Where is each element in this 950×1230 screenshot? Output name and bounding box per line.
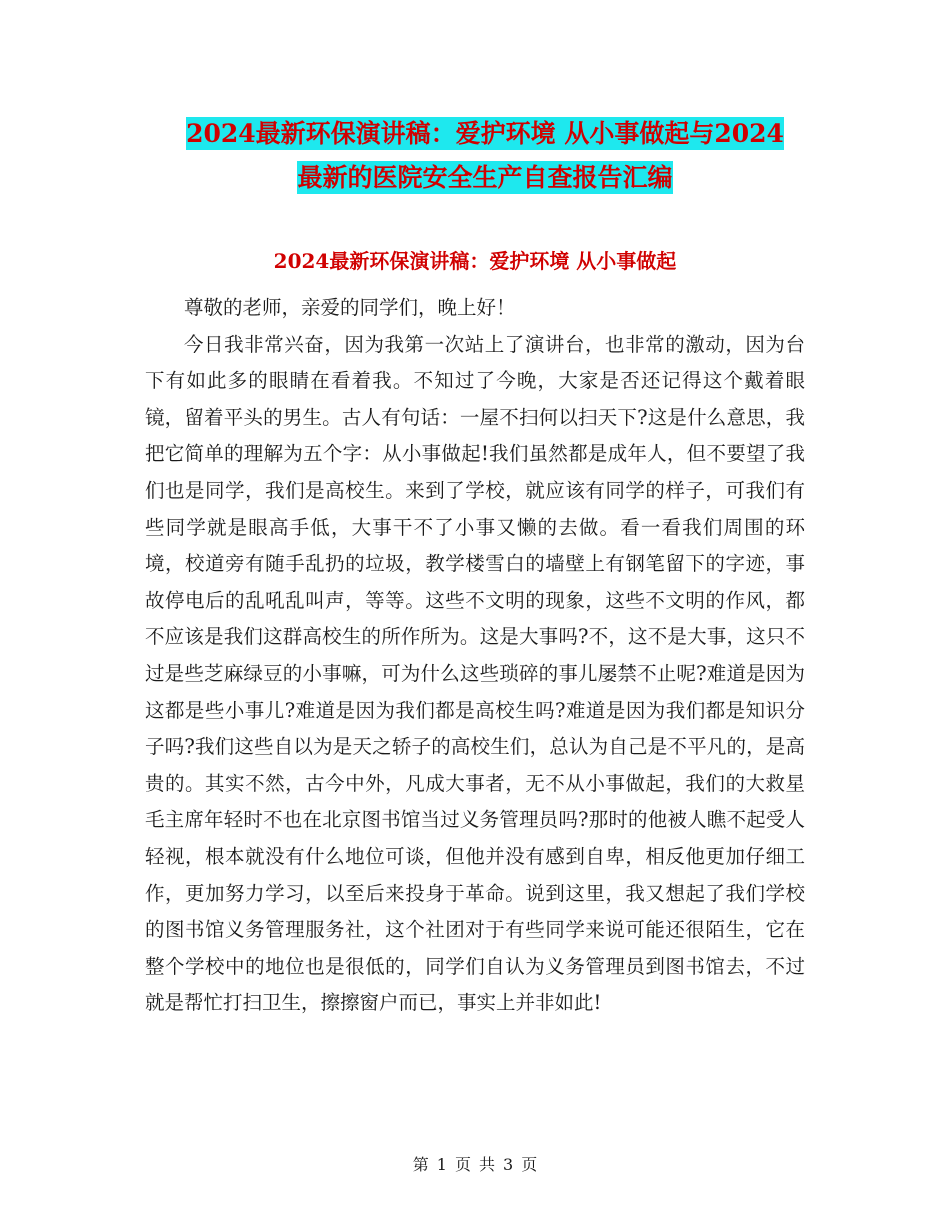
page-footer — [0, 1152, 950, 1175]
footer-total-word: 共 — [479, 1155, 496, 1174]
section-title: 2024最新环保演讲稿：爱护环境 从小事做起 — [273, 249, 677, 273]
greeting-paragraph: 尊敬的老师，亲爱的同学们，晚上好！ — [184, 296, 516, 319]
main-title-line-1: 2024最新环保演讲稿：爱护环境 从小事做起与2024 — [186, 119, 784, 148]
footer-suffix: 页 — [521, 1155, 538, 1174]
speech-body — [145, 290, 805, 1022]
footer-page-word: 页 — [454, 1155, 471, 1174]
main-title-line-2: 最新的医院安全生产自查报告汇编 — [297, 163, 673, 192]
total-pages-number: 3 — [503, 1155, 514, 1174]
body-paragraph: 今日我非常兴奋，因为我第一次站上了演讲台，也非常的激动，因为台下有如此多的眼睛在看着我。不知过了今晚，大家是否还记得这个戴着眼镜，留着平头的男生。古人有句话：一屋不扫何以扫天下?这是什么意思，我把它简单的理解为五个字：从小事做起!我们虽然都是成年人，但不要望了我们也是同学，我们是高校生。来到了学校，就应该有同学的样子，可我们有些同学就是眼高手低，大事干不了小事又懒的去做。看一看我们周围的环境，校道旁有随手乱扔的垃圾，教学楼雪白的墙壁上有钢笔留下的字迹，事故停电后的乱吼乱叫声，等等。这些不文明的现象，这些不文明的作风，都不应该是我们这群高校生的所作所为。这是大事吗?不，这不是大事，这只不过是些芝麻绿豆的小事嘛，可为什么这些琐碎的事儿屡禁不止呢?难道是因为这都是些小事儿?难道是因为我们都是高校生吗?难道是因为我们都是知识分子吗?我们这些自以为是天之轿子的高校生们，总认为自己是不平凡的，是高贵的。其实不然，古今中外，凡成大事者，无不从小事做起，我们的大救星毛主席年轻时不也在北京图书馆当过义务管理员吗?那时的他被人瞧不起受人轻视，根本就没有什么地位可谈，但他并没有感到自卑，相反他更加仔细工作，更加努力学习，以至后来投身于革命。说到这里，我又想起了我们学校的图书馆义务管理服务社，这个社团对于有些同学来说可能还很陌生，它在整个学校中的地位也是很低的，同学们自认为义务管理员到图书馆去，不过就是帮忙打扫卫生，擦擦窗户而已，事实上并非如此! — [145, 332, 805, 1015]
document-main-title — [145, 112, 825, 200]
current-page-number: 1 — [436, 1155, 447, 1174]
footer-prefix: 第 — [412, 1155, 429, 1174]
